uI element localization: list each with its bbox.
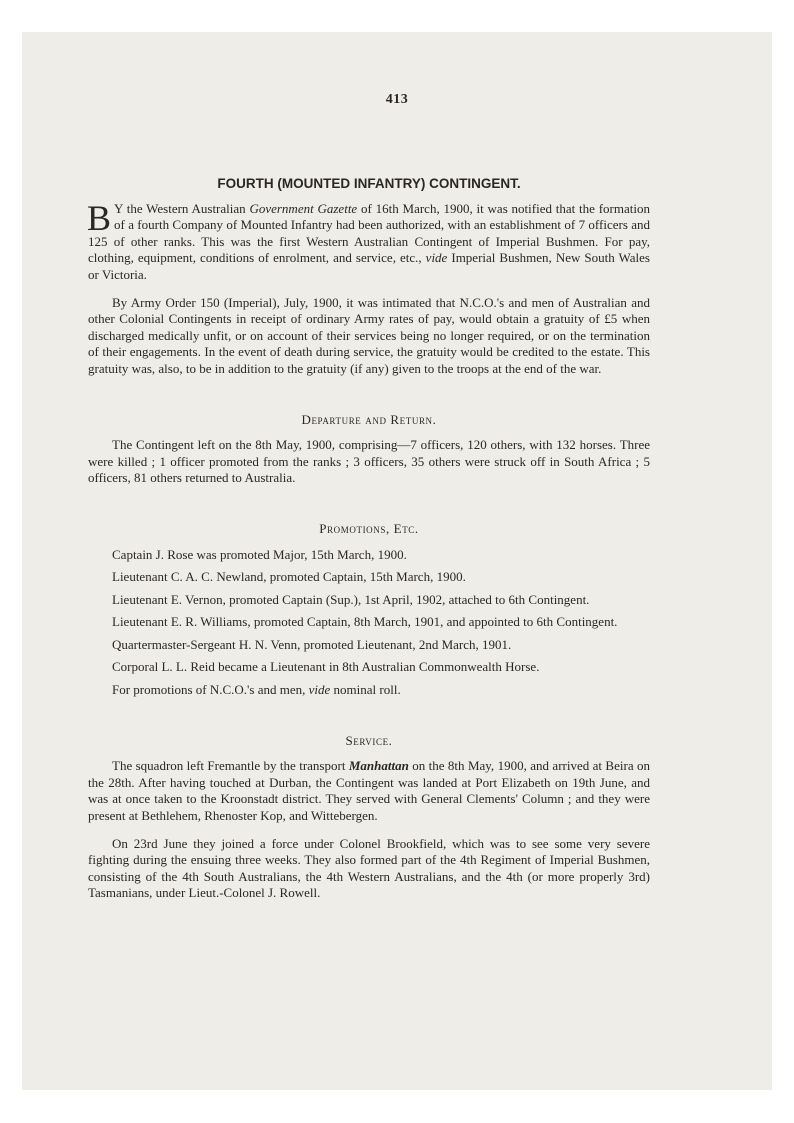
intro-text-b: of 16th March, 1900, it was notified that the formation of a fourth Company of Mounted Infantry had been authorized, with an establishment of 7 officers and 125 of other ranks. This was the first Western Australian Contingent of Imperial Bushmen. For pay, clothing, equipment, conditions of enrolment, and service, etc., (88, 200, 650, 266)
promotions-note-b: nominal roll. (330, 682, 401, 698)
promotions-heading: Promotions, Etc. (319, 520, 419, 536)
service-heading: Service. (345, 732, 393, 748)
service-paragraph-1 (88, 758, 650, 824)
promotion-item: Captain J. Rose was promoted Major, 15th March, 1900. (112, 546, 407, 562)
vide-word: vide (308, 682, 331, 698)
intro-text-a: Y the Western Australian (114, 200, 250, 216)
promotion-item: Quartermaster-Sergeant H. N. Venn, promoted Lieutenant, 2nd March, 1901. (112, 636, 512, 652)
promotion-item: Corporal L. L. Reid became a Lieutenant in 8th Australian Commonwealth Horse. (112, 659, 540, 675)
ship-name: Manhattan (348, 758, 409, 774)
departure-paragraph: The Contingent left on the 8th May, 1900, comprising—7 officers, 120 others, with 132 horses. Three were killed ; 1 officer promoted from the ranks ; 3 officers, 35 others were struck off in South Africa ; 5 officers, 81 others returned to Australia. (88, 437, 650, 486)
service-paragraph-2: On 23rd June they joined a force under Colonel Brookfield, which was to see some very severe fighting during the ensuing three weeks. They also formed part of the 4th Regiment of Imperial Bushmen, consisting of the 4th South Australians, the 4th Western Australians, and the 4th (or more properly 3rd) Tasmanians, under Lieut.-Colonel J. Rowell. (88, 835, 650, 901)
promotion-item: Lieutenant E. R. Williams, promoted Captain, 8th March, 1901, and appointed to 6th Contingent. (112, 614, 618, 630)
service-text-b: on the 8th May, 1900, and arrived at Beira on the 28th. After having touched at Durban, the Contingent was landed at Port Elizabeth on 19th June, and was at once taken to the Kroonstadt district. They served with General Clements' Column ; and they were present at Bethlehem, Rhenoster Kop, and Wittebergen. (88, 758, 650, 824)
promotions-note-a: For promotions of N.C.O.'s and men, (112, 682, 309, 698)
departure-heading: Departure and Return. (301, 411, 437, 427)
drop-cap: B (87, 197, 112, 238)
vide-word: vide (425, 250, 448, 266)
service-text-a: The squadron left Fremantle by the transport (112, 758, 349, 774)
promotions-note (88, 682, 650, 699)
intro-paragraph-1 (87, 197, 650, 284)
intro-text-c: Imperial Bushmen, New South Wales or Victoria. (88, 250, 650, 282)
gazette-title: Government Gazette (249, 200, 358, 216)
promotion-item: Lieutenant E. Vernon, promoted Captain (Sup.), 1st April, 1902, attached to 6th Contingent. (112, 591, 590, 607)
page-body (88, 165, 650, 902)
page-number: 413 (385, 92, 409, 107)
page-title: FOURTH (MOUNTED INFANTRY) CONTINGENT. (217, 176, 521, 191)
promotion-item: Lieutenant C. A. C. Newland, promoted Captain, 15th March, 1900. (112, 569, 466, 585)
intro-paragraph-2: By Army Order 150 (Imperial), July, 1900, it was intimated that N.C.O.'s and men of Australian and other Colonial Contingents in receipt of ordinary Army rates of pay, would obtain a gratuity of £5 when discharged medically unfit, or on account of their services being no longer required, or on the termination of their engagements. In the event of death during service, the gratuity would be credited to the estate. This gratuity was, also, to be in addition to the gratuity (if any) given to the troops at the end of the war. (88, 294, 650, 376)
